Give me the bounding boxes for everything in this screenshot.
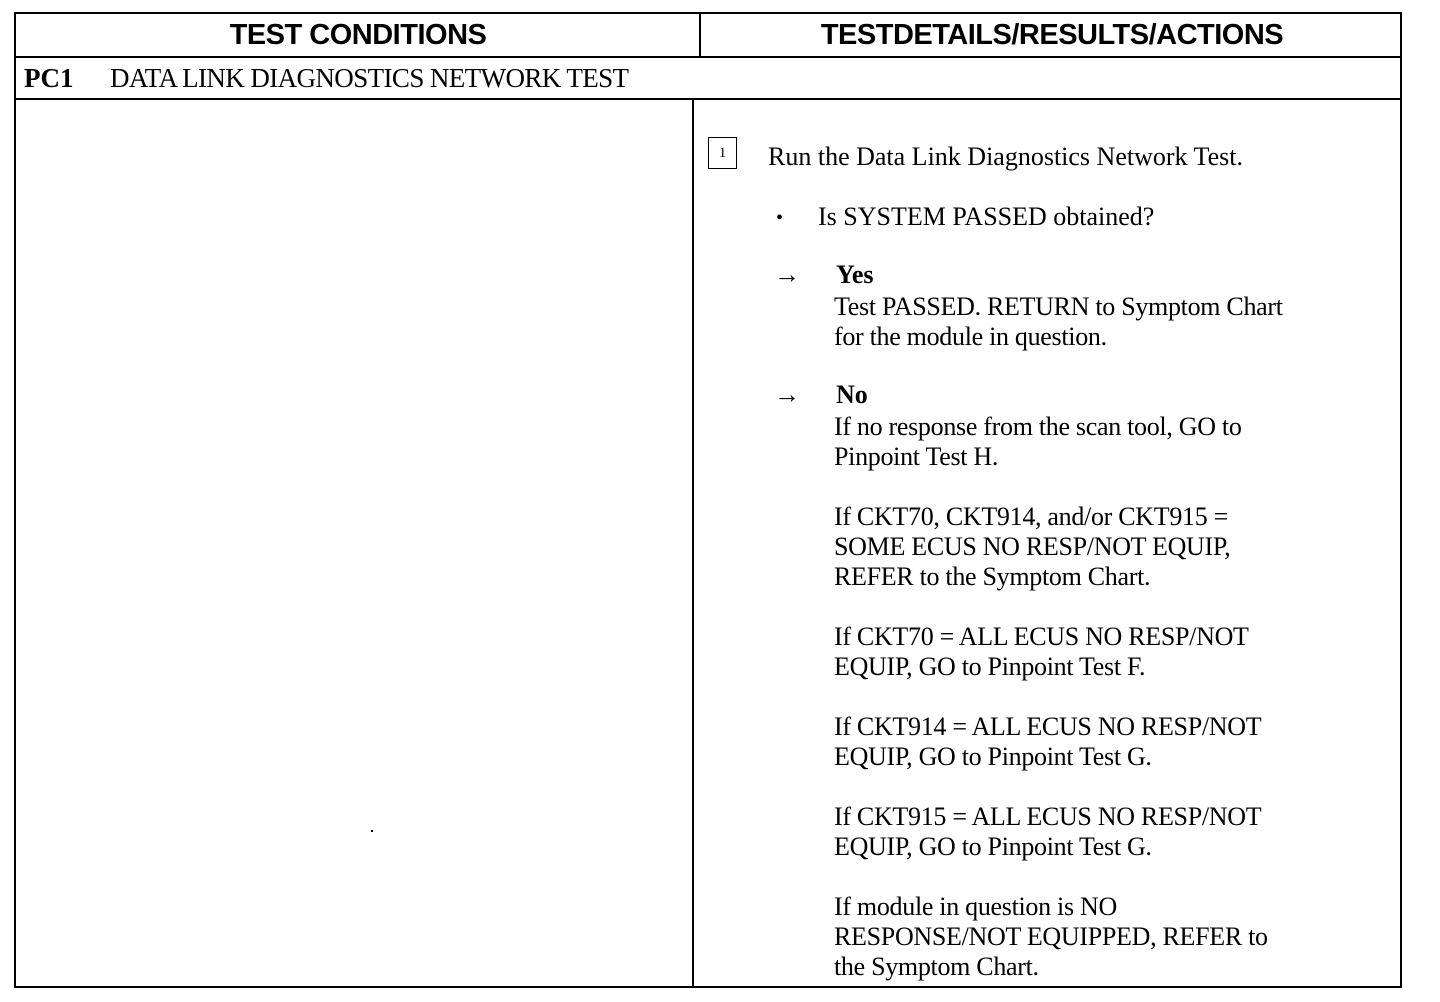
no-action-line: EQUIP, GO to Pinpoint Test G. [834, 742, 1152, 771]
yes-action [834, 292, 1283, 352]
yes-action-line: Test PASSED. RETURN to Symptom Chart [834, 292, 1283, 321]
column-divider [692, 100, 694, 988]
no-label: No [836, 380, 868, 409]
no-action-line: If CKT70 = ALL ECUS NO RESP/NOT [834, 622, 1249, 651]
no-action-line: the Symptom Chart. [834, 952, 1039, 981]
no-action-line: EQUIP, GO to Pinpoint Test F. [834, 652, 1146, 681]
no-action-line: RESPONSE/NOT EQUIPPED, REFER to [834, 922, 1268, 951]
no-action-line: Pinpoint Test H. [834, 442, 999, 471]
no-action-paragraph [834, 802, 1261, 862]
no-action-line: If no response from the scan tool, GO to [834, 412, 1242, 441]
arrow-right-icon: → [774, 380, 800, 409]
no-action-line: If CKT70, CKT914, and/or CKT915 = [834, 502, 1229, 531]
no-action-paragraph [834, 712, 1261, 772]
header-test-conditions: TEST CONDITIONS [229, 18, 487, 51]
no-action-line: EQUIP, GO to Pinpoint Test G. [834, 832, 1152, 861]
yes-action-line: for the module in question. [834, 322, 1107, 351]
step-instruction: Run the Data Link Diagnostics Network Test. [768, 142, 1244, 171]
header-divider [699, 14, 701, 56]
no-action-line: REFER to the Symptom Chart. [834, 562, 1151, 591]
no-action-paragraph [834, 412, 1242, 472]
step-question: Is SYSTEM PASSED obtained? [818, 202, 1155, 231]
step-number-box: 1 [708, 137, 737, 169]
test-title: DATA LINK DIAGNOSTICS NETWORK TEST [110, 63, 629, 93]
no-action-line: If CKT915 = ALL ECUS NO RESP/NOT [834, 802, 1262, 831]
table-header-row [16, 14, 1400, 58]
no-action-line: If module in question is NO [834, 892, 1117, 921]
test-title-row [16, 58, 1400, 100]
no-action-paragraph [834, 622, 1249, 682]
stray-mark [371, 830, 373, 832]
no-action-paragraph [834, 892, 1268, 982]
no-action-paragraph [834, 502, 1230, 592]
header-test-details: TESTDETAILS/RESULTS/ACTIONS [820, 18, 1284, 51]
bullet-icon: • [776, 207, 784, 229]
no-action-line: If CKT914 = ALL ECUS NO RESP/NOT [834, 712, 1262, 741]
arrow-right-icon: → [774, 260, 800, 289]
test-code: PC1 [24, 63, 74, 93]
yes-label: Yes [836, 260, 874, 289]
no-action-line: SOME ECUS NO RESP/NOT EQUIP, [834, 532, 1231, 561]
test-table [14, 12, 1402, 988]
